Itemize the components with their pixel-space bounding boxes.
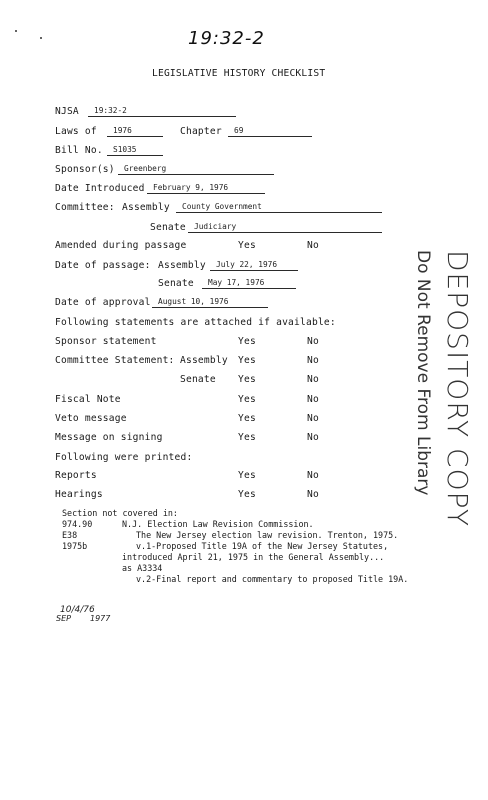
bill-value: S1035 — [107, 145, 163, 156]
sponsor-value: Greenberg — [118, 164, 274, 175]
cs-assembly-no: No — [307, 355, 319, 366]
committee-assembly-label: Assembly — [122, 202, 170, 213]
date-introduced-value: February 9, 1976 — [147, 183, 265, 194]
notes-line-4: introduced April 21, 1975 in the General Assembly... — [122, 552, 385, 562]
amended-no: No — [307, 240, 319, 251]
reports-no: No — [307, 470, 319, 481]
passage-assembly-value: July 22, 1976 — [210, 260, 298, 271]
fiscal-yes: Yes — [238, 394, 256, 405]
committee-statement-label: Committee Statement: — [55, 355, 175, 366]
notes-line-3: v.1-Proposed Title 19A of the New Jersey Statutes, — [136, 541, 389, 551]
notes-call-number-3: 1975b — [62, 541, 88, 551]
notes-intro: Section not covered in: — [62, 508, 178, 518]
laws-label: Laws of — [55, 126, 97, 137]
passage-assembly-label: Assembly — [158, 260, 206, 271]
committee-label: Committee: — [55, 202, 115, 213]
printed-header: Following were printed: — [55, 452, 193, 463]
veto-no: No — [307, 413, 319, 424]
fiscal-no: No — [307, 394, 319, 405]
notes-line-5: as A3334 — [122, 563, 163, 573]
njsa-value: 19:32-2 — [88, 106, 236, 117]
attached-header: Following statements are attached if available: — [55, 317, 336, 328]
sponsor-statement-yes: Yes — [238, 336, 256, 347]
veto-yes: Yes — [238, 413, 256, 424]
depository-stamp: DEPOSITORY COPY — [441, 250, 474, 527]
passage-senate-label: Senate — [158, 278, 194, 289]
sponsor-statement-no: No — [307, 336, 319, 347]
committee-assembly-value: County Government — [176, 202, 382, 213]
notes-call-number-2: E38 — [62, 530, 78, 540]
amended-yes: Yes — [238, 240, 256, 251]
chapter-value: 69 — [228, 126, 312, 137]
date-passage-label: Date of passage: — [55, 260, 151, 271]
cs-assembly-yes: Yes — [238, 355, 256, 366]
reports-label: Reports — [55, 470, 97, 481]
njsa-label: NJSA — [55, 106, 79, 117]
page-title: LEGISLATIVE HISTORY CHECKLIST — [152, 68, 326, 79]
notes-line-1: N.J. Election Law Revision Commission. — [122, 519, 314, 529]
cs-senate-yes: Yes — [238, 374, 256, 385]
signing-yes: Yes — [238, 432, 256, 443]
handwritten-title: 19:32-2 — [188, 28, 265, 49]
fiscal-label: Fiscal Note — [55, 394, 121, 405]
cs-senate-no: No — [307, 374, 319, 385]
approval-label: Date of approval — [55, 297, 151, 308]
footer-year: 1977 — [90, 614, 111, 623]
bill-label: Bill No. — [55, 145, 103, 156]
date-introduced-label: Date Introduced — [55, 183, 145, 194]
committee-senate-value: Judiciary — [188, 222, 382, 233]
stray-mark — [40, 37, 42, 39]
hearings-label: Hearings — [55, 489, 103, 500]
hearings-yes: Yes — [238, 489, 256, 500]
notes-line-6: v.2-Final report and commentary to proposed Title 19A. — [136, 574, 409, 584]
hearings-no: No — [307, 489, 319, 500]
amended-label: Amended during passage — [55, 240, 187, 251]
veto-label: Veto message — [55, 413, 127, 424]
sponsor-label: Sponsor(s) — [55, 164, 115, 175]
committee-senate-label: Senate — [150, 222, 186, 233]
chapter-label: Chapter — [180, 126, 222, 137]
footer-month: SEP — [56, 614, 71, 623]
passage-senate-value: May 17, 1976 — [202, 278, 296, 289]
notes-call-number-1: 974.90 — [62, 519, 93, 529]
reports-yes: Yes — [238, 470, 256, 481]
notes-line-2: The New Jersey election law revision. Trenton, 1975. — [136, 530, 399, 540]
stray-mark — [15, 30, 17, 32]
signing-no: No — [307, 432, 319, 443]
footer-date: 10/4/76 — [60, 605, 95, 615]
cs-assembly-label: Assembly — [180, 355, 228, 366]
cs-senate-label: Senate — [180, 374, 216, 385]
laws-value: 1976 — [107, 126, 163, 137]
depository-notice: Do Not Remove From Library — [413, 250, 433, 496]
approval-value: August 10, 1976 — [152, 297, 268, 308]
signing-label: Message on signing — [55, 432, 163, 443]
sponsor-statement-label: Sponsor statement — [55, 336, 157, 347]
